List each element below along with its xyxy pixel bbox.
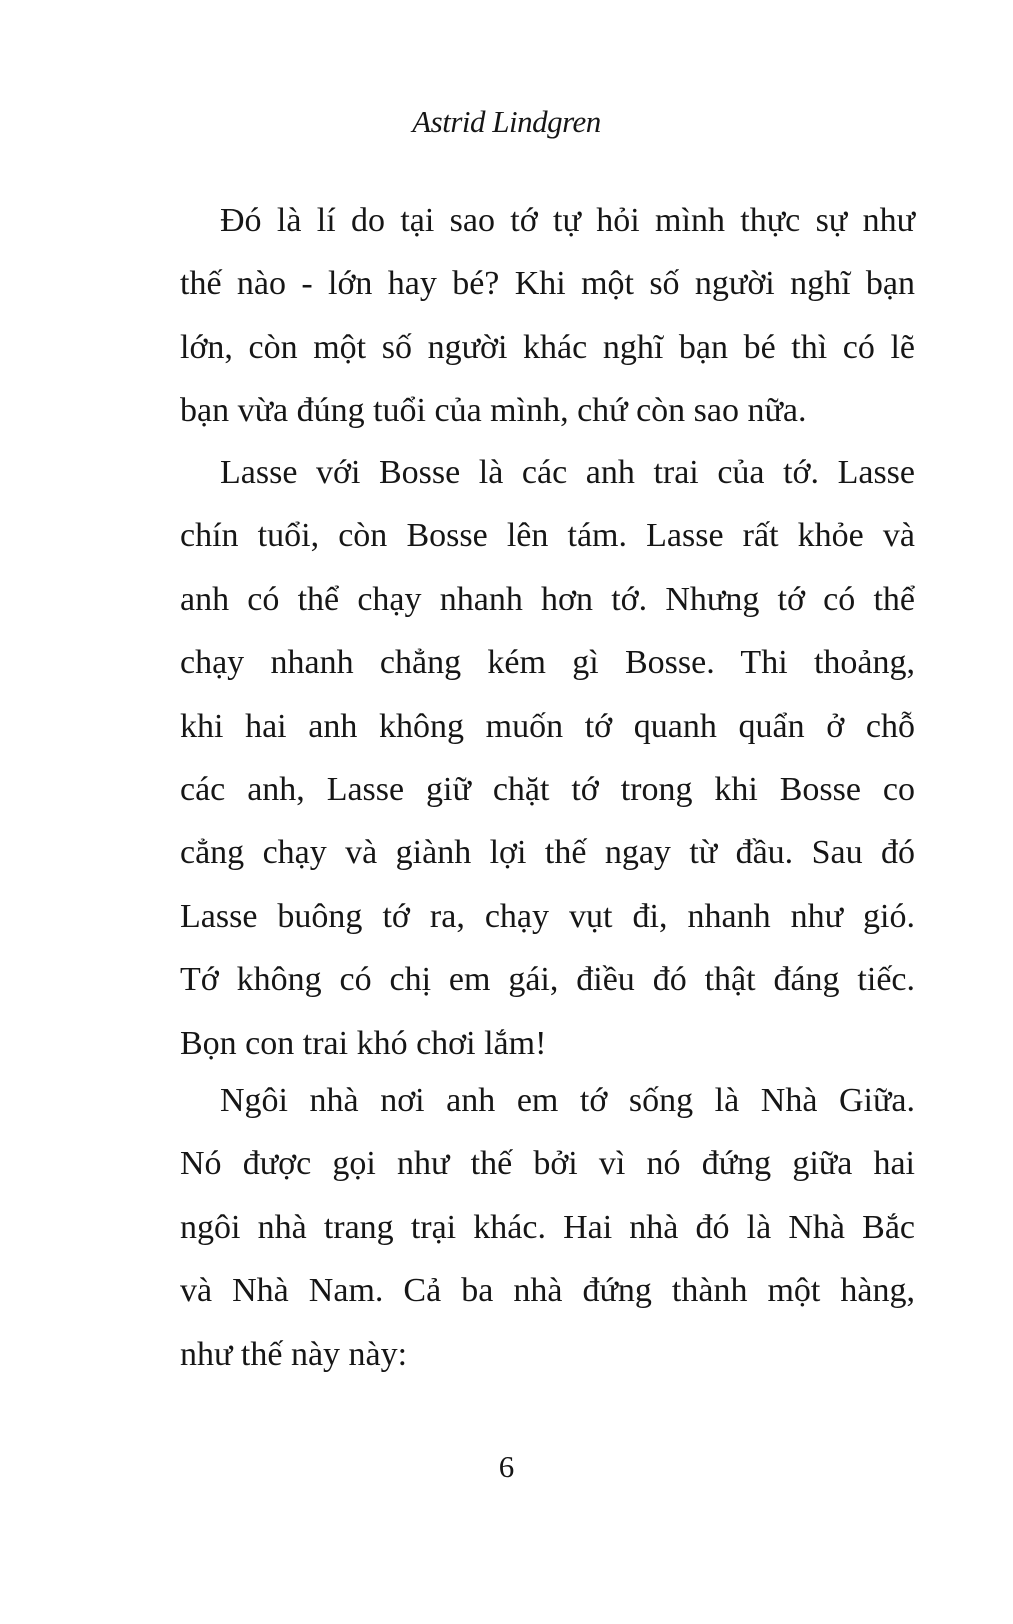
text-line: thế nào - lớn hay bé? Khi một số người nghĩ bạn: [180, 265, 915, 303]
paragraph-2: [180, 441, 915, 1075]
text-line: Nó được gọi như thế bởi vì nó đứng giữa hai: [180, 1145, 915, 1183]
text-line: chạy nhanh chẳng kém gì Bosse. Thi thoảng,: [180, 644, 915, 682]
text-line: Lasse buông tớ ra, chạy vụt đi, nhanh như gió.: [180, 897, 915, 935]
paragraph-1: [180, 189, 915, 443]
text-line: các anh, Lasse giữ chặt tớ trong khi Bosse co: [180, 770, 915, 808]
page-number: 6: [498, 1449, 515, 1484]
text-line: bạn vừa đúng tuổi của mình, chứ còn sao nữa.: [180, 392, 807, 430]
text-line: Bọn con trai khó chơi lắm!: [180, 1024, 547, 1062]
text-line: Tớ không có chị em gái, điều đó thật đáng tiếc.: [180, 961, 915, 999]
text-line: Đó là lí do tại sao tớ tự hỏi mình thực sự như: [220, 202, 915, 239]
text-line: lớn, còn một số người khác nghĩ bạn bé thì có lẽ: [180, 328, 915, 366]
text-line: chín tuổi, còn Bosse lên tám. Lasse rất khỏe và: [180, 517, 915, 555]
text-line: cẳng chạy và giành lợi thế ngay từ đầu. Sau đó: [180, 834, 915, 872]
text-line: anh có thể chạy nhanh hơn tớ. Nhưng tớ có thể: [180, 580, 915, 618]
text-line: và Nhà Nam. Cả ba nhà đứng thành một hàng,: [180, 1272, 915, 1310]
text-line: Lasse với Bosse là các anh trai của tớ. Lasse: [220, 454, 915, 491]
text-line: Ngôi nhà nơi anh em tớ sống là Nhà Giữa.: [220, 1082, 915, 1119]
text-line: như thế này này:: [180, 1335, 408, 1373]
paragraph-3: [180, 1069, 915, 1386]
text-line: khi hai anh không muốn tớ quanh quẩn ở chỗ: [180, 707, 915, 745]
text-line: ngôi nhà trang trại khác. Hai nhà đó là Nhà Bắc: [180, 1208, 915, 1246]
running-header: Astrid Lindgren: [412, 104, 601, 139]
